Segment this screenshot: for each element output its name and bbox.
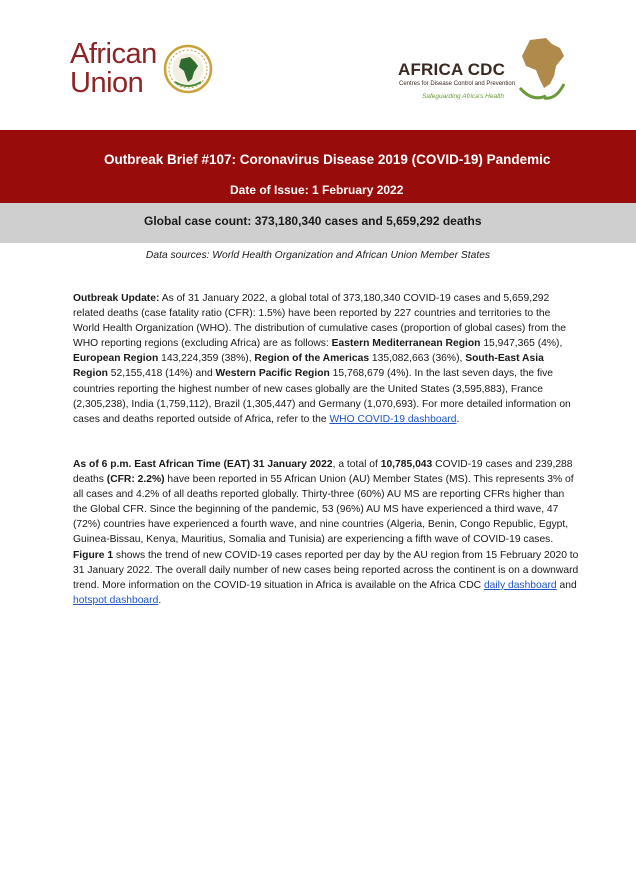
africa-map-icon	[516, 36, 568, 106]
who-dashboard-link[interactable]: WHO COVID-19 dashboard	[329, 413, 457, 425]
issue-date: Date of Issue: 1 February 2022	[230, 183, 404, 197]
para2-lead: As of 6 p.m. East African Time (EAT) 31 January 2022	[73, 459, 333, 470]
global-case-count: Global case count: 373,180,340 cases and 5,659,292 deaths	[144, 214, 482, 228]
au-wordmark-line2: Union	[70, 67, 144, 99]
region-eastern-mediterranean: Eastern Mediterranean Region	[331, 338, 481, 350]
data-sources: Data sources: World Health Organization and African Union Member States	[145, 250, 491, 261]
para1-text-2: 15,947,365 (4%),	[480, 338, 563, 350]
para1-text-4: 135,082,663 (36%),	[369, 353, 466, 365]
para2-text-5: and	[556, 579, 577, 591]
cdc-name: AFRICA CDC	[398, 60, 506, 79]
para2-text-3: have been reported in 55 African Union (AU) Member States (MS). This represents 3% of all cases and 4.2% of all deaths reported globally. Thirty-three (60%) AU MS are reporting CFRs higher than the Global CFR. Since the beginning of the pandemic, 53 (96%) AU MS have experienced a third wave, 47 (72%) countries have experienced a fourth wave, and nine countries (Algeria, Benin, Congo Republic, Egypt, Guinea-Bissau, Kenya, Mauritius, Somalia and Tunisia) are experiencing a fifth wave of COVID-19 cases.	[73, 474, 574, 546]
para2-text-1: , a total of	[332, 459, 381, 470]
hotspot-dashboard-link[interactable]: hotspot dashboard	[73, 594, 159, 606]
para2-text-6: .	[158, 594, 162, 606]
brief-title: Outbreak Brief #107: Coronavirus Disease 2019 (COVID-19) Pandemic	[104, 152, 551, 167]
au-wordmark-line1: African	[70, 38, 157, 70]
title-band	[0, 130, 636, 203]
para1-text-7: .	[456, 413, 460, 425]
cdc-subtitle: Centres for Disease Control and Prevention	[399, 81, 516, 87]
africa-cdc-logo	[398, 36, 568, 108]
para1-text-3: 143,224,359 (38%),	[158, 353, 255, 365]
figure-1-ref: Figure 1	[73, 549, 114, 561]
au-emblem-icon	[163, 44, 213, 94]
para1-text-1: As of 31 January 2022, a global total of 373,180,340 COVID-19 cases and 5,659,292 related deaths (case fatality ratio (CFR): 1.5%) have been reported by 227 countries and territories to the World Health Organization (WHO). The distribution of cumulative cases (proportion of global cases) from the WHO reporting regions (excluding Africa) are as follows:	[73, 293, 566, 350]
para2-text-4: shows the trend of new COVID-19 cases reported per day by the AU region from 15 February 2020 to 31 January 2022. The overall daily number of new cases being reported across the continent is on a downward trend. More information on the COVID-19 situation in Africa is available on the Africa CDC	[73, 549, 579, 591]
african-union-logo	[70, 40, 213, 98]
africa-cfr: (CFR: 2.2%)	[106, 474, 165, 486]
outbreak-update-paragraph	[73, 291, 579, 427]
header-logos	[0, 0, 636, 130]
cdc-tagline: Safeguarding Africa's Health	[422, 93, 504, 100]
region-european: European Region	[73, 353, 159, 365]
outbreak-update-lead: Outbreak Update:	[73, 293, 160, 304]
region-americas: Region of the Americas	[254, 353, 370, 365]
region-western-pacific: Western Pacific Region	[215, 368, 330, 380]
africa-case-total: 10,785,043	[380, 459, 433, 470]
global-count-band	[0, 203, 636, 243]
para1-text-5: 52,155,418 (14%) and	[107, 368, 216, 380]
africa-situation-paragraph	[73, 457, 579, 608]
para1-text-6: 15,768,679 (4%). In the last seven days, the five countries reporting the highest number of new cases globally are the United States (3,595,883), France (2,305,238), India (1,759,112), Brazil (1,305,447) and Germany (1,070,693). For more detailed information on cases and deaths reported outside of Africa, refer to the	[73, 368, 571, 425]
para2-text-2: COVID-19 cases and 239,288 deaths	[73, 459, 573, 486]
daily-dashboard-link[interactable]: daily dashboard	[483, 579, 557, 591]
au-wordmark	[70, 40, 157, 98]
region-south-east-asia: South-East Asia Region	[73, 353, 544, 380]
